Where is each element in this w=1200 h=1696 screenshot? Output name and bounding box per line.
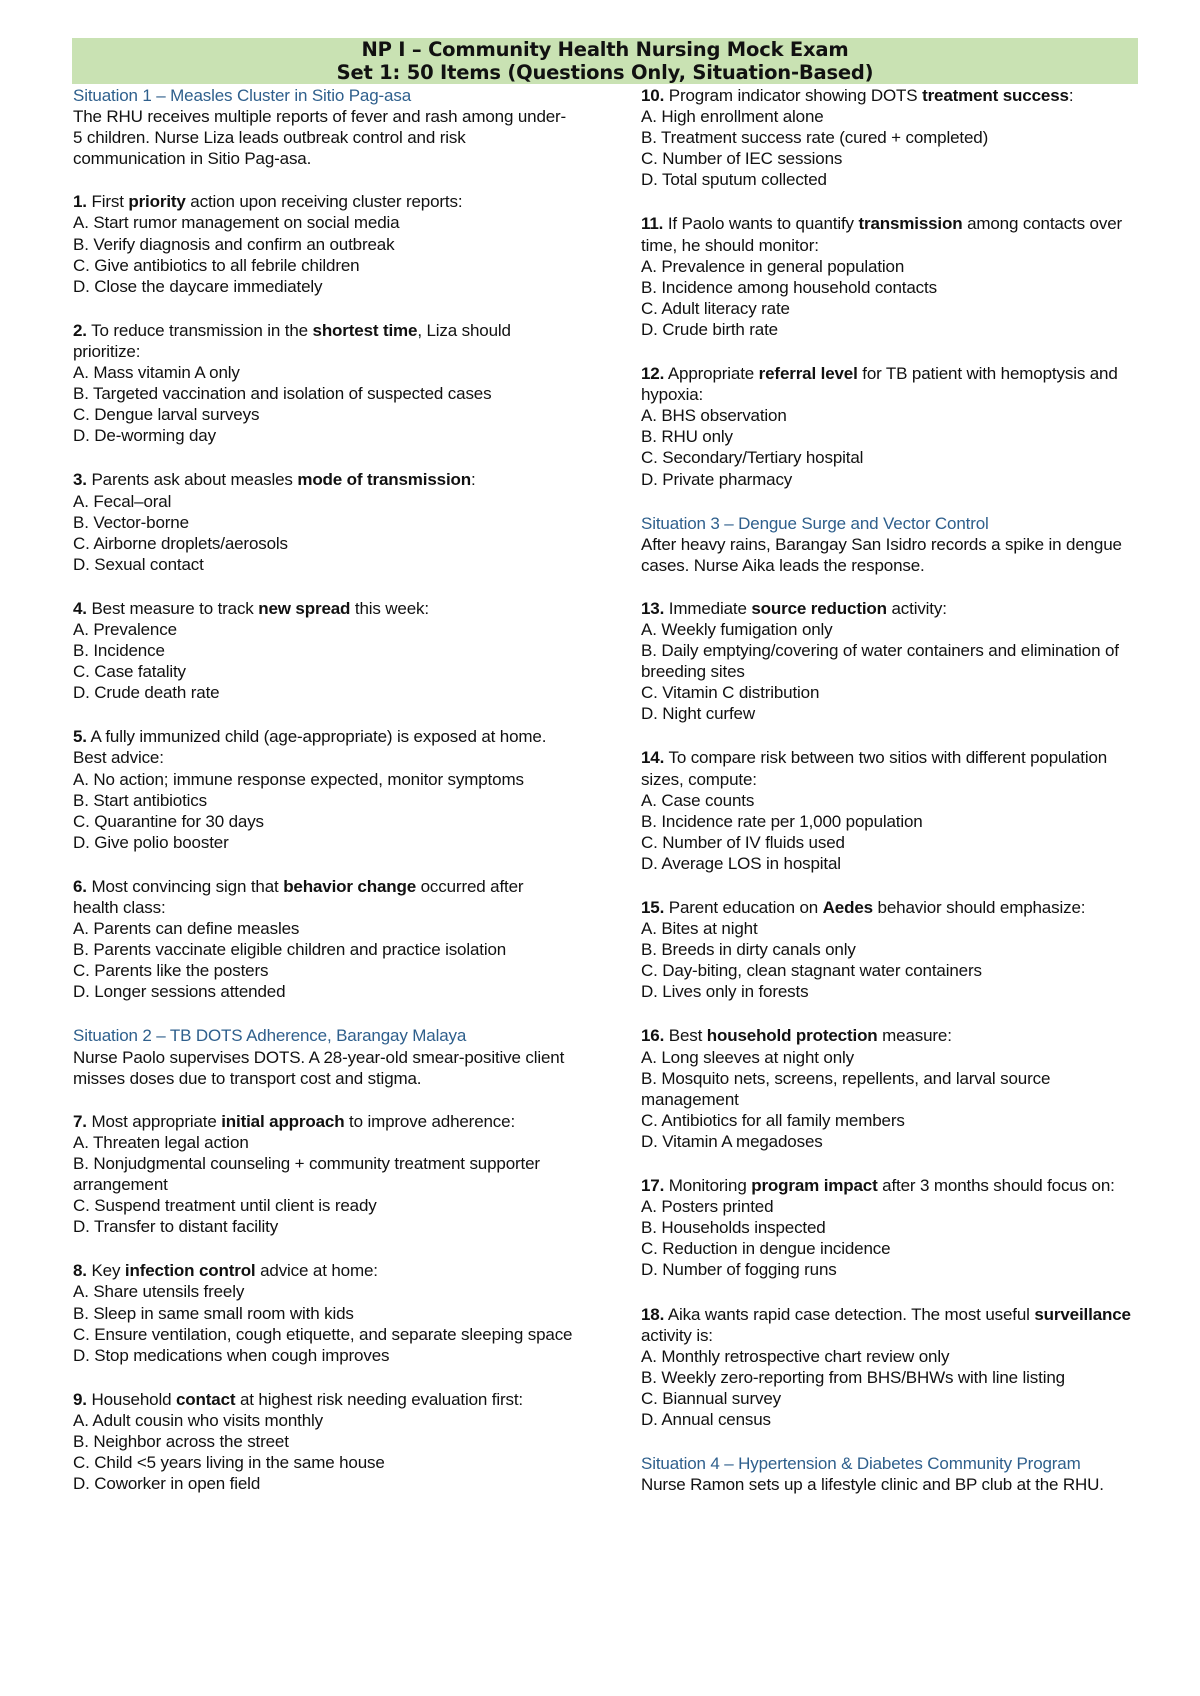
question-stem bbox=[73, 726, 573, 768]
answer-option: D. Stop medications when cough improves bbox=[73, 1345, 390, 1365]
answer-option: A. Threaten legal action bbox=[73, 1132, 249, 1152]
answer-option: C. Vitamin C distribution bbox=[641, 683, 820, 703]
question-number: 8. bbox=[73, 1261, 87, 1281]
question-stem bbox=[73, 191, 573, 212]
question-item bbox=[73, 598, 573, 703]
question-stem bbox=[73, 1111, 573, 1132]
question-item bbox=[73, 191, 573, 296]
answer-option: B. Start antibiotics bbox=[73, 790, 208, 810]
question-number: 1. bbox=[73, 192, 87, 212]
question-number: 12. bbox=[641, 364, 665, 384]
question-item bbox=[641, 598, 1146, 725]
answer-option: B. Weekly zero-reporting from BHS/BHWs with line listing bbox=[641, 1367, 1065, 1387]
right-column bbox=[641, 85, 1146, 1517]
situation-description: Nurse Ramon sets up a lifestyle clinic and BP club at the RHU. bbox=[641, 1475, 1104, 1495]
answer-option: C. Case fatality bbox=[73, 662, 186, 682]
question-text: Best bbox=[668, 1026, 703, 1046]
question-item bbox=[641, 213, 1146, 340]
answer-option: C. Adult literacy rate bbox=[641, 298, 790, 318]
question-text-end: activity is: bbox=[641, 1325, 713, 1345]
answer-option: B. Incidence among household contacts bbox=[641, 277, 937, 297]
answer-option: B. Breeds in dirty canals only bbox=[641, 940, 856, 960]
question-text: Immediate bbox=[668, 598, 747, 618]
answer-option: D. Crude death rate bbox=[73, 683, 220, 703]
question-keyword: program impact bbox=[751, 1176, 878, 1196]
answer-option: D. Crude birth rate bbox=[641, 319, 778, 339]
situation-title: Situation 1 – Measles Cluster in Sitio Pag-asa bbox=[73, 86, 411, 105]
question-text-end: among contacts over time, he should monitor: bbox=[641, 214, 1123, 255]
question-stem bbox=[73, 469, 573, 490]
question-keyword: source reduction bbox=[751, 598, 887, 618]
question-text-end: after 3 months should focus on: bbox=[882, 1176, 1115, 1196]
question-item bbox=[73, 1260, 573, 1365]
question-text: Program indicator showing DOTS bbox=[668, 86, 918, 105]
question-text: Household bbox=[91, 1389, 172, 1409]
question-number: 3. bbox=[73, 470, 87, 490]
question-text: To compare risk between two sitios with different population sizes, compute: bbox=[641, 748, 1108, 789]
question-stem bbox=[73, 1389, 573, 1410]
question-text-end: this week: bbox=[354, 598, 429, 618]
question-stem bbox=[641, 1025, 1146, 1046]
question-keyword: Aedes bbox=[822, 898, 873, 917]
question-number: 2. bbox=[73, 320, 87, 340]
exam-subtitle: Set 1: 50 Items (Questions Only, Situation-Based) bbox=[336, 61, 874, 84]
answer-option: B. Treatment success rate (cured + completed) bbox=[641, 128, 989, 148]
answer-option: A. Posters printed bbox=[641, 1197, 774, 1217]
question-text: Monitoring bbox=[668, 1176, 747, 1196]
question-text-end: action upon receiving cluster reports: bbox=[190, 192, 463, 212]
question-stem bbox=[641, 85, 1146, 106]
question-stem bbox=[73, 320, 573, 362]
question-item bbox=[641, 85, 1146, 190]
question-text-end: activity: bbox=[891, 598, 947, 618]
answer-option: A. Long sleeves at night only bbox=[641, 1047, 855, 1067]
answer-option: C. Number of IV fluids used bbox=[641, 832, 845, 852]
question-item bbox=[641, 1175, 1146, 1280]
answer-option: D. Private pharmacy bbox=[641, 469, 793, 489]
answer-option: D. Coworker in open field bbox=[73, 1474, 261, 1494]
question-text-end: , Liza should prioritize: bbox=[73, 320, 511, 361]
question-keyword: referral level bbox=[758, 364, 858, 384]
situation-title: Situation 2 – TB DOTS Adherence, Barangay Malaya bbox=[73, 1026, 467, 1046]
answer-option: B. Households inspected bbox=[641, 1218, 826, 1238]
question-keyword: priority bbox=[128, 192, 186, 212]
question-item bbox=[73, 726, 573, 853]
question-stem bbox=[641, 598, 1146, 619]
question-keyword: initial approach bbox=[221, 1111, 345, 1131]
question-number: 18. bbox=[641, 1304, 665, 1324]
answer-option: D. Close the daycare immediately bbox=[73, 276, 323, 296]
answer-option: D. Annual census bbox=[641, 1409, 771, 1429]
question-text: Aika wants rapid case detection. The most useful bbox=[667, 1304, 1030, 1324]
question-keyword: treatment success bbox=[922, 86, 1069, 105]
question-number: 13. bbox=[641, 598, 665, 618]
question-item bbox=[641, 1025, 1146, 1152]
answer-option: C. Airborne droplets/aerosols bbox=[73, 533, 288, 553]
question-number: 14. bbox=[641, 748, 665, 768]
answer-option: B. Sleep in same small room with kids bbox=[73, 1303, 354, 1323]
answer-option: B. Parents vaccinate eligible children and practice isolation bbox=[73, 940, 507, 960]
answer-option: D. Vitamin A megadoses bbox=[641, 1131, 823, 1151]
question-item bbox=[641, 897, 1146, 1002]
answer-option: A. Prevalence bbox=[73, 619, 177, 639]
question-text-end: occurred after health class: bbox=[73, 876, 524, 917]
question-keyword: behavior change bbox=[283, 876, 417, 896]
answer-option: D. Night curfew bbox=[641, 704, 755, 724]
answer-option: A. BHS observation bbox=[641, 406, 787, 426]
question-text: A fully immunized child (age-appropriate) is exposed at home. Best advice: bbox=[73, 727, 547, 768]
question-item bbox=[73, 1111, 573, 1238]
question-keyword: household protection bbox=[706, 1026, 878, 1046]
answer-option: D. De-worming day bbox=[73, 426, 216, 446]
answer-option: B. Daily emptying/covering of water containers and elimination of breeding sites bbox=[641, 641, 1119, 682]
question-text-end: at highest risk needing evaluation first: bbox=[239, 1389, 523, 1409]
question-number: 11. bbox=[641, 214, 664, 234]
answer-option: C. Child <5 years living in the same house bbox=[73, 1453, 385, 1473]
answer-option: A. Parents can define measles bbox=[73, 919, 300, 939]
question-number: 10. bbox=[641, 86, 665, 105]
question-stem bbox=[641, 213, 1146, 255]
question-text-end: to improve adherence: bbox=[349, 1111, 516, 1131]
question-item bbox=[73, 876, 573, 1003]
answer-option: D. Transfer to distant facility bbox=[73, 1217, 279, 1237]
question-keyword: new spread bbox=[258, 598, 351, 618]
question-text: Appropriate bbox=[667, 364, 755, 384]
answer-option: B. Targeted vaccination and isolation of suspected cases bbox=[73, 384, 492, 404]
question-stem bbox=[73, 1260, 573, 1281]
answer-option: B. Incidence bbox=[73, 641, 165, 661]
situation-description: The RHU receives multiple reports of fever and rash among under-5 children. Nurse Liza leads outbreak control and risk communication in Sitio Pag-asa. bbox=[73, 107, 567, 169]
left-column bbox=[73, 85, 573, 1517]
question-stem bbox=[641, 363, 1146, 405]
question-text: Most appropriate bbox=[91, 1111, 217, 1131]
answer-option: C. Antibiotics for all family members bbox=[641, 1110, 905, 1130]
question-number: 9. bbox=[73, 1389, 87, 1409]
question-keyword: shortest time bbox=[312, 320, 418, 340]
question-item bbox=[73, 320, 573, 447]
question-text: Key bbox=[91, 1261, 121, 1281]
question-number: 6. bbox=[73, 876, 87, 896]
answer-option: C. Dengue larval surveys bbox=[73, 405, 260, 425]
answer-option: C. Parents like the posters bbox=[73, 961, 269, 981]
answer-option: B. Neighbor across the street bbox=[73, 1431, 289, 1451]
answer-option: D. Number of fogging runs bbox=[641, 1260, 837, 1280]
question-number: 5. bbox=[73, 727, 87, 747]
question-item bbox=[73, 469, 573, 574]
exam-header-banner bbox=[72, 38, 1138, 84]
question-text-end: advice at home: bbox=[260, 1261, 378, 1281]
question-text: First bbox=[91, 192, 124, 212]
answer-option: B. Vector-borne bbox=[73, 512, 189, 532]
question-text: Most convincing sign that bbox=[91, 876, 279, 896]
question-text-end: : bbox=[1068, 86, 1074, 105]
answer-option: D. Total sputum collected bbox=[641, 170, 827, 190]
situation-title: Situation 3 – Dengue Surge and Vector Control bbox=[641, 513, 989, 533]
question-stem bbox=[73, 876, 573, 918]
situation-description: Nurse Paolo supervises DOTS. A 28-year-old smear-positive client misses doses due to transport cost and stigma. bbox=[73, 1047, 565, 1088]
question-number: 16. bbox=[641, 1026, 665, 1046]
answer-option: A. Case counts bbox=[641, 790, 755, 810]
answer-option: A. High enrollment alone bbox=[641, 107, 824, 127]
answer-option: A. Mass vitamin A only bbox=[73, 363, 240, 383]
answer-option: C. Biannual survey bbox=[641, 1388, 781, 1408]
answer-option: B. Verify diagnosis and confirm an outbreak bbox=[73, 234, 395, 254]
answer-option: A. No action; immune response expected, monitor symptoms bbox=[73, 769, 524, 789]
question-text: Parent education on bbox=[668, 898, 819, 917]
question-text-end: measure: bbox=[882, 1026, 952, 1046]
answer-option: C. Suspend treatment until client is ready bbox=[73, 1196, 377, 1216]
answer-option: A. Weekly fumigation only bbox=[641, 619, 833, 639]
answer-option: B. RHU only bbox=[641, 427, 733, 447]
question-text: To reduce transmission in the bbox=[91, 320, 308, 340]
question-text: Parents ask about measles bbox=[91, 470, 293, 490]
answer-option: A. Prevalence in general population bbox=[641, 256, 905, 276]
question-keyword: contact bbox=[175, 1389, 236, 1409]
question-text: Best measure to track bbox=[91, 598, 254, 618]
answer-option: D. Lives only in forests bbox=[641, 982, 809, 1002]
question-stem bbox=[641, 1304, 1146, 1346]
question-keyword: surveillance bbox=[1034, 1304, 1131, 1324]
question-number: 15. bbox=[641, 898, 665, 917]
question-stem bbox=[641, 1175, 1146, 1196]
situation-description: After heavy rains, Barangay San Isidro records a spike in dengue cases. Nurse Aika leads the response. bbox=[641, 534, 1122, 575]
answer-option: D. Average LOS in hospital bbox=[641, 853, 841, 873]
answer-option: B. Nonjudgmental counseling + community treatment supporter arrangement bbox=[73, 1153, 540, 1195]
answer-option: D. Give polio booster bbox=[73, 832, 229, 852]
question-number: 4. bbox=[73, 598, 87, 618]
question-text: If Paolo wants to quantify bbox=[667, 214, 854, 234]
question-keyword: mode of transmission bbox=[297, 470, 472, 490]
answer-option: B. Incidence rate per 1,000 population bbox=[641, 811, 923, 831]
question-text-end: for TB patient with hemoptysis and hypoxia: bbox=[641, 364, 1118, 405]
answer-option: C. Day-biting, clean stagnant water containers bbox=[641, 961, 982, 981]
answer-option: A. Adult cousin who visits monthly bbox=[73, 1410, 324, 1430]
answer-option: D. Sexual contact bbox=[73, 554, 204, 574]
answer-option: A. Start rumor management on social media bbox=[73, 213, 400, 233]
answer-option: C. Number of IEC sessions bbox=[641, 149, 843, 169]
answer-option: A. Fecal–oral bbox=[73, 491, 172, 511]
question-stem bbox=[641, 897, 1146, 918]
question-stem bbox=[641, 747, 1146, 789]
answer-option: C. Reduction in dengue incidence bbox=[641, 1239, 891, 1259]
question-number: 17. bbox=[641, 1176, 665, 1196]
answer-option: A. Share utensils freely bbox=[73, 1282, 245, 1302]
question-number: 7. bbox=[73, 1111, 87, 1131]
question-item bbox=[641, 363, 1146, 490]
exam-title: NP I – Community Health Nursing Mock Exam bbox=[361, 38, 849, 61]
question-item bbox=[73, 1389, 573, 1494]
situation-title: Situation 4 – Hypertension & Diabetes Community Program bbox=[641, 1454, 1081, 1474]
question-keyword: infection control bbox=[124, 1261, 256, 1281]
question-text-end: behavior should emphasize: bbox=[877, 898, 1086, 917]
answer-option: C. Secondary/Tertiary hospital bbox=[641, 448, 864, 468]
answer-option: C. Give antibiotics to all febrile children bbox=[73, 255, 360, 275]
answer-option: C. Ensure ventilation, cough etiquette, and separate sleeping space bbox=[73, 1324, 573, 1344]
question-item bbox=[641, 747, 1146, 874]
answer-option: A. Monthly retrospective chart review only bbox=[641, 1346, 950, 1366]
question-keyword: transmission bbox=[858, 214, 963, 234]
answer-option: A. Bites at night bbox=[641, 919, 758, 939]
question-stem bbox=[73, 598, 573, 619]
question-text-end: : bbox=[471, 470, 476, 490]
question-item bbox=[641, 1304, 1146, 1431]
answer-option: B. Mosquito nets, screens, repellents, and larval source management bbox=[641, 1068, 1051, 1109]
answer-option: D. Longer sessions attended bbox=[73, 982, 286, 1002]
answer-option: C. Quarantine for 30 days bbox=[73, 811, 264, 831]
